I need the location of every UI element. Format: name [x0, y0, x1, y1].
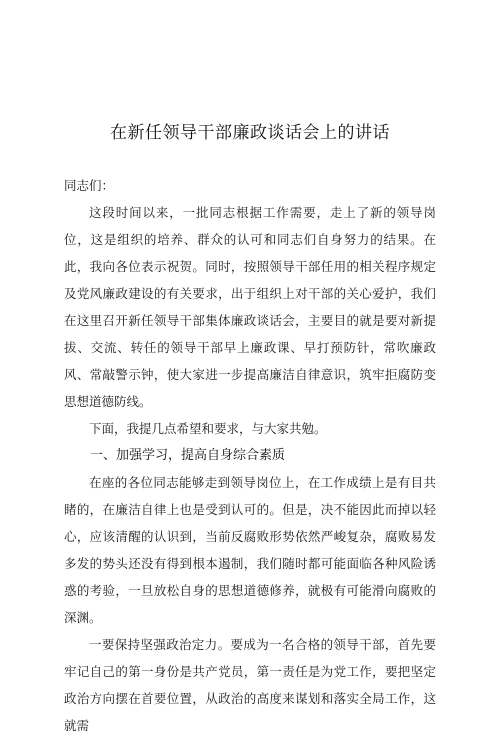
document-title: 在新任领导干部廉政谈话会上的讲话: [110, 123, 390, 143]
section-heading: 一、加强学习，提高自身综合素质: [90, 448, 286, 463]
section-paragraph: 一要保持坚强政治定力。要成为一名合格的领导干部，首先要牢记自己的第一身份是共产党员，第一责任是为党工作，要把坚定政治方向摆在首要位置，从政治的高度来谋划和落实全局工作，这就需: [64, 637, 436, 733]
section-paragraph: 在座的各位同志能够走到领导岗位上，在工作成绩上是有目共睹的，在廉洁自律上也是受到认可的。但是，决不能因此而掉以轻心，应该清醒的认识到，当前反腐败形势依然严峻复杂，腐败易发多发的势头还没有得到根本遏制，我们随时都可能面临各种风险诱惑的考验，一旦放松自身的思想道德修养，就极有可能滑向腐败的深渊。: [64, 475, 436, 625]
salutation: 同志们：: [64, 178, 115, 193]
document-body: [64, 172, 436, 739]
paragraph-transition: 下面，我提几点希望和要求，与大家共勉。: [89, 421, 327, 436]
paragraph-intro: 这段时间以来，一批同志根据工作需要，走上了新的领导岗位，这是组织的培养、群众的认可和同志们自身努力的结果。在此，我向各位表示祝贺。同时，按照领导干部任用的相关程序规定及党风廉政建设的有关要求，出于组织上对干部的关心爱护，我们在这里召开新任领导干部集体廉政谈话会，主要目的就是要对新提拔、交流、转任的领导干部早上廉政课、早打预防针，常吹廉政风、常敲警示钟，使大家进一步提高廉洁自律意识，筑牢拒腐防变思想道德防线。: [64, 205, 436, 409]
